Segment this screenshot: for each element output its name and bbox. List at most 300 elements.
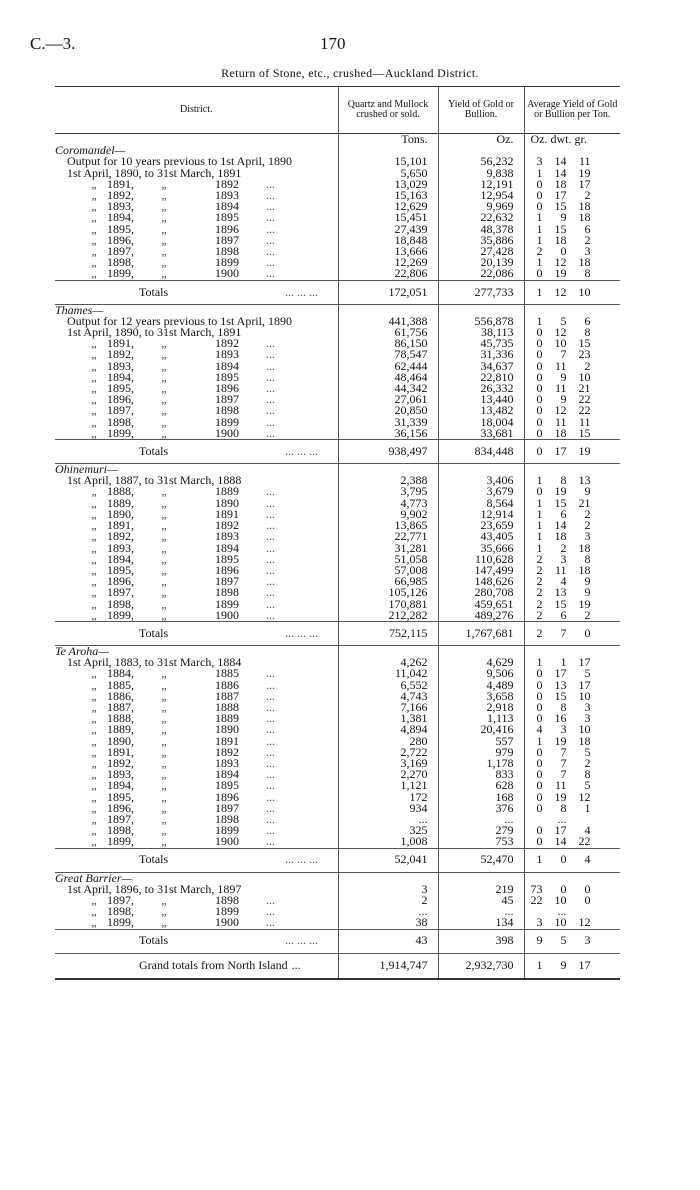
year-to: 1887 bbox=[215, 688, 239, 703]
totals-row bbox=[55, 929, 620, 953]
average-part: 5 bbox=[560, 933, 567, 948]
average-part: 14 bbox=[554, 518, 567, 533]
leader-dots: ... bbox=[266, 789, 275, 804]
quartz-cell: 15,163 bbox=[338, 190, 438, 201]
quartz-cell: 18,848 bbox=[338, 235, 438, 246]
year-to: 1892 bbox=[215, 744, 239, 759]
average-part: 15 bbox=[554, 221, 567, 236]
leader-dots: ... bbox=[266, 529, 275, 544]
yield-cell: 20,416 bbox=[438, 724, 524, 735]
ditto-mark: „ bbox=[161, 892, 167, 907]
average-part: 0 bbox=[536, 484, 543, 499]
year-to: 1897 bbox=[215, 800, 239, 815]
ditto-mark: „ bbox=[161, 414, 167, 429]
leader-dots: ... bbox=[266, 585, 275, 600]
average-part: 18 bbox=[578, 199, 591, 214]
yield-cell: 38,113 bbox=[438, 327, 524, 338]
year-row bbox=[55, 498, 620, 509]
average-part: 2 bbox=[536, 625, 543, 640]
ditto-mark: „ bbox=[161, 585, 167, 600]
average-part: 8 bbox=[584, 325, 591, 340]
average-part: 0 bbox=[560, 852, 567, 867]
totals-row bbox=[55, 280, 620, 304]
year-to: 1894 bbox=[215, 767, 239, 782]
quartz-cell: 3,169 bbox=[338, 758, 438, 769]
year-row bbox=[55, 520, 620, 531]
year-to: 1900 bbox=[215, 425, 239, 440]
year-from: 1884, bbox=[107, 666, 134, 681]
leader-dots: ... bbox=[266, 518, 275, 533]
average-part: 6 bbox=[560, 607, 567, 622]
average-part: 15 bbox=[578, 336, 591, 351]
year-to: 1895 bbox=[215, 369, 239, 384]
average-part: 9 bbox=[560, 210, 567, 225]
average-part: 2 bbox=[536, 562, 543, 577]
quartz-cell: 6,552 bbox=[338, 680, 438, 691]
year-from: 1891, bbox=[107, 518, 134, 533]
table-body bbox=[55, 134, 620, 979]
quartz-cell: 15,101 bbox=[338, 156, 438, 167]
grand-totals-row bbox=[55, 953, 620, 979]
year-label bbox=[55, 800, 338, 815]
year-row bbox=[55, 917, 620, 929]
year-to: 1898 bbox=[215, 892, 239, 907]
ditto-mark: „ bbox=[91, 221, 97, 236]
quartz-cell: 4,743 bbox=[338, 691, 438, 702]
yield-cell: ... bbox=[438, 814, 524, 825]
year-row bbox=[55, 680, 620, 691]
ditto-mark: „ bbox=[91, 495, 97, 510]
average-part: 9 bbox=[536, 933, 543, 948]
average-part: 17 bbox=[578, 655, 591, 670]
ditto-mark: „ bbox=[91, 199, 97, 214]
year-row bbox=[55, 758, 620, 769]
average-part: 0 bbox=[536, 699, 543, 714]
year-label bbox=[55, 836, 338, 848]
average-part: 1 bbox=[536, 473, 543, 488]
average-part: ... bbox=[557, 904, 567, 919]
year-from: 1894, bbox=[107, 551, 134, 566]
units-row bbox=[55, 134, 620, 146]
average-part: 0 bbox=[536, 358, 543, 373]
quartz-cell: 57,008 bbox=[338, 565, 438, 576]
year-to: 1900 bbox=[215, 266, 239, 281]
ditto-mark: „ bbox=[161, 255, 167, 270]
average-part: 5 bbox=[584, 744, 591, 759]
average-part: 2 bbox=[584, 607, 591, 622]
year-to: 1894 bbox=[215, 540, 239, 555]
leader-dots: ... bbox=[266, 176, 275, 191]
ditto-mark: „ bbox=[161, 755, 167, 770]
year-to: 1899 bbox=[215, 904, 239, 919]
year-from: 1889, bbox=[107, 495, 134, 510]
year-to: 1893 bbox=[215, 529, 239, 544]
quartz-cell: 22,806 bbox=[338, 268, 438, 280]
period-label: Output for 12 years previous to 1st April, 1890 bbox=[67, 313, 292, 328]
year-from: 1895, bbox=[107, 221, 134, 236]
ditto-mark: „ bbox=[91, 392, 97, 407]
ditto-mark: „ bbox=[161, 244, 167, 259]
average-part: 12 bbox=[554, 255, 567, 270]
year-from: 1898, bbox=[107, 596, 134, 611]
year-to: 1899 bbox=[215, 255, 239, 270]
year-to: 1885 bbox=[215, 666, 239, 681]
leader-dots: ... bbox=[291, 957, 301, 972]
ditto-mark: „ bbox=[91, 800, 97, 815]
leader-dots: ... bbox=[266, 834, 275, 849]
year-row bbox=[55, 736, 620, 747]
period-label: 1st April, 1883, to 31st March, 1884 bbox=[67, 655, 242, 670]
year-row bbox=[55, 599, 620, 610]
quartz-cell: 13,865 bbox=[338, 520, 438, 531]
average-cell bbox=[524, 953, 620, 979]
year-label bbox=[55, 825, 338, 836]
average-part: 9 bbox=[560, 392, 567, 407]
average-part: 18 bbox=[554, 176, 567, 191]
average-part: 9 bbox=[560, 957, 567, 972]
quartz-cell: 22,771 bbox=[338, 531, 438, 542]
leader-dots: ... bbox=[266, 574, 275, 589]
leader-dots: ... bbox=[266, 800, 275, 815]
leader-dots: ... ... ... bbox=[285, 852, 319, 867]
average-cell bbox=[524, 929, 620, 953]
ditto-mark: „ bbox=[91, 484, 97, 499]
leader-dots: ... bbox=[266, 266, 275, 281]
average-cell bbox=[524, 836, 620, 848]
yield-cell: 27,428 bbox=[438, 246, 524, 257]
year-to: 1892 bbox=[215, 518, 239, 533]
average-part: 17 bbox=[578, 176, 591, 191]
quartz-cell: 1,121 bbox=[338, 780, 438, 791]
yield-cell: 219 bbox=[438, 884, 524, 895]
year-label bbox=[55, 906, 338, 917]
year-from: 1892, bbox=[107, 755, 134, 770]
ditto-mark: „ bbox=[91, 904, 97, 919]
year-label bbox=[55, 338, 338, 349]
ditto-mark: „ bbox=[91, 711, 97, 726]
year-label bbox=[55, 677, 338, 692]
year-label bbox=[55, 562, 338, 577]
col-yield: Yield of Gold or Bullion. bbox=[438, 87, 524, 134]
year-to: 1892 bbox=[215, 176, 239, 191]
average-part: 18 bbox=[578, 733, 591, 748]
quartz-cell: 31,339 bbox=[338, 417, 438, 428]
quartz-cell: 172 bbox=[338, 792, 438, 803]
ditto-mark: „ bbox=[161, 369, 167, 384]
average-part: 22 bbox=[578, 403, 591, 418]
leader-dots: ... bbox=[266, 336, 275, 351]
average-part: 17 bbox=[578, 957, 591, 972]
yield-cell: 8,564 bbox=[438, 498, 524, 509]
year-to: 1893 bbox=[215, 347, 239, 362]
average-part: 0 bbox=[536, 347, 543, 362]
average-part: 15 bbox=[554, 688, 567, 703]
period-row bbox=[55, 657, 620, 668]
average-part: 10 bbox=[554, 892, 567, 907]
ditto-mark: „ bbox=[91, 403, 97, 418]
year-row bbox=[55, 394, 620, 405]
leader-dots: ... bbox=[266, 425, 275, 440]
header-row bbox=[55, 87, 620, 134]
yield-total: 1,767,681 bbox=[438, 621, 524, 645]
average-part: 2 bbox=[584, 518, 591, 533]
year-from: 1895, bbox=[107, 381, 134, 396]
average-part: 0 bbox=[536, 369, 543, 384]
leader-dots: ... bbox=[266, 711, 275, 726]
average-part: 22 bbox=[578, 392, 591, 407]
year-row bbox=[55, 383, 620, 394]
year-from: 1886, bbox=[107, 688, 134, 703]
yield-total: 398 bbox=[438, 929, 524, 953]
leader-dots: ... bbox=[266, 232, 275, 247]
yield-cell: 2,918 bbox=[438, 702, 524, 713]
grand-label bbox=[55, 953, 338, 979]
average-part: 0 bbox=[536, 325, 543, 340]
quartz-cell: 2,388 bbox=[338, 475, 438, 486]
ditto-mark: „ bbox=[91, 210, 97, 225]
quartz-cell: 44,342 bbox=[338, 383, 438, 394]
year-to: 1893 bbox=[215, 755, 239, 770]
leader-dots: ... ... ... bbox=[285, 443, 319, 458]
average-cell bbox=[524, 280, 620, 304]
yield-cell: ... bbox=[438, 906, 524, 917]
year-row bbox=[55, 361, 620, 372]
ditto-mark: „ bbox=[161, 823, 167, 838]
year-from: 1892, bbox=[107, 529, 134, 544]
period-row bbox=[55, 475, 620, 486]
average-part: 12 bbox=[554, 403, 567, 418]
average-part: 1 bbox=[536, 255, 543, 270]
year-to: 1889 bbox=[215, 711, 239, 726]
leader-dots: ... bbox=[266, 358, 275, 373]
ditto-mark: „ bbox=[161, 540, 167, 555]
average-part: 15 bbox=[578, 425, 591, 440]
quartz-cell: 5,650 bbox=[338, 168, 438, 179]
year-row bbox=[55, 691, 620, 702]
ditto-mark: „ bbox=[161, 199, 167, 214]
average-part: 0 bbox=[584, 881, 591, 896]
year-to: 1897 bbox=[215, 232, 239, 247]
average-part: 19 bbox=[554, 733, 567, 748]
year-from: 1892, bbox=[107, 188, 134, 203]
average-part: 4 bbox=[536, 722, 543, 737]
year-from: 1895, bbox=[107, 789, 134, 804]
ditto-mark: „ bbox=[161, 495, 167, 510]
year-label bbox=[55, 383, 338, 394]
average-part: 10 bbox=[578, 722, 591, 737]
average-part: 1 bbox=[536, 284, 543, 299]
average-part: 4 bbox=[584, 823, 591, 838]
average-part: 10 bbox=[554, 915, 567, 930]
average-part: 19 bbox=[578, 596, 591, 611]
year-label bbox=[55, 176, 338, 191]
average-part: 1 bbox=[536, 495, 543, 510]
year-row bbox=[55, 576, 620, 587]
average-part: 0 bbox=[536, 778, 543, 793]
yield-cell: 35,886 bbox=[438, 235, 524, 246]
average-part: 2 bbox=[584, 755, 591, 770]
average-part: 1 bbox=[536, 313, 543, 328]
quartz-cell: 280 bbox=[338, 736, 438, 747]
year-from: 1898, bbox=[107, 904, 134, 919]
year-to: 1890 bbox=[215, 495, 239, 510]
ditto-mark: „ bbox=[91, 811, 97, 826]
quartz-total: 43 bbox=[338, 929, 438, 953]
average-part: 0 bbox=[584, 625, 591, 640]
quartz-cell: 105,126 bbox=[338, 587, 438, 598]
average-part: 2 bbox=[536, 551, 543, 566]
yield-cell: 31,336 bbox=[438, 349, 524, 360]
average-part: 18 bbox=[578, 210, 591, 225]
leader-dots: ... bbox=[266, 778, 275, 793]
year-to: 1898 bbox=[215, 244, 239, 259]
quartz-cell: 13,029 bbox=[338, 179, 438, 190]
year-to: 1897 bbox=[215, 574, 239, 589]
year-row bbox=[55, 803, 620, 814]
year-from: 1893, bbox=[107, 540, 134, 555]
year-label bbox=[55, 744, 338, 759]
average-part: 15 bbox=[554, 199, 567, 214]
leader-dots: ... bbox=[266, 255, 275, 270]
average-part: 2 bbox=[536, 585, 543, 600]
yield-total: 834,448 bbox=[438, 440, 524, 464]
leader-dots: ... bbox=[266, 347, 275, 362]
ditto-mark: „ bbox=[91, 596, 97, 611]
ditto-mark: „ bbox=[91, 266, 97, 281]
average-part: 0 bbox=[536, 381, 543, 396]
average-part: 15 bbox=[554, 495, 567, 510]
average-part: 4 bbox=[560, 574, 567, 589]
ditto-mark: „ bbox=[161, 562, 167, 577]
year-label bbox=[55, 212, 338, 223]
year-from: 1899, bbox=[107, 915, 134, 930]
ditto-mark: „ bbox=[91, 778, 97, 793]
year-label bbox=[55, 425, 338, 440]
year-label bbox=[55, 257, 338, 268]
quartz-cell: 2,722 bbox=[338, 747, 438, 758]
year-label bbox=[55, 506, 338, 521]
average-part: 5 bbox=[584, 666, 591, 681]
average-part: 0 bbox=[536, 767, 543, 782]
leader-dots: ... bbox=[266, 767, 275, 782]
year-row bbox=[55, 212, 620, 223]
average-part: 14 bbox=[554, 165, 567, 180]
yield-cell: 489,276 bbox=[438, 610, 524, 622]
ditto-mark: „ bbox=[161, 358, 167, 373]
quartz-cell: 61,756 bbox=[338, 327, 438, 338]
average-part: 7 bbox=[560, 755, 567, 770]
ditto-mark: „ bbox=[91, 369, 97, 384]
yield-cell: 9,969 bbox=[438, 201, 524, 212]
quartz-cell: ... bbox=[338, 906, 438, 917]
quartz-cell: 15,451 bbox=[338, 212, 438, 223]
year-label bbox=[55, 232, 338, 247]
ditto-mark: „ bbox=[161, 484, 167, 499]
average-part: 11 bbox=[554, 562, 567, 577]
year-label bbox=[55, 394, 338, 405]
year-to: 1896 bbox=[215, 221, 239, 236]
average-cell bbox=[524, 425, 620, 440]
yield-cell: 280,708 bbox=[438, 587, 524, 598]
year-row bbox=[55, 179, 620, 190]
yield-cell: 1,178 bbox=[438, 758, 524, 769]
section-name: Thames— bbox=[55, 302, 104, 317]
yield-cell: 459,651 bbox=[438, 599, 524, 610]
totals-label bbox=[55, 621, 338, 645]
year-label bbox=[55, 486, 338, 497]
year-from: 1896, bbox=[107, 232, 134, 247]
totals-row bbox=[55, 848, 620, 872]
year-to: 1895 bbox=[215, 210, 239, 225]
average-part: 12 bbox=[554, 284, 567, 299]
yield-cell: 35,666 bbox=[438, 543, 524, 554]
year-label bbox=[55, 699, 338, 714]
average-part: 2 bbox=[584, 358, 591, 373]
yield-cell: 26,332 bbox=[438, 383, 524, 394]
average-part: 1 bbox=[584, 800, 591, 815]
totals-label bbox=[55, 848, 338, 872]
ditto-mark: „ bbox=[161, 607, 167, 622]
year-from: 1893, bbox=[107, 767, 134, 782]
average-cell bbox=[524, 917, 620, 929]
units-quartz: Tons. bbox=[338, 134, 438, 146]
average-part: 3 bbox=[584, 529, 591, 544]
average-cell bbox=[524, 440, 620, 464]
year-row bbox=[55, 587, 620, 598]
year-to: 1894 bbox=[215, 199, 239, 214]
year-to: 1899 bbox=[215, 414, 239, 429]
average-part: 1 bbox=[536, 852, 543, 867]
year-from: 1889, bbox=[107, 722, 134, 737]
totals-text: Totals bbox=[139, 284, 169, 299]
year-label bbox=[55, 520, 338, 531]
yield-cell: 4,629 bbox=[438, 657, 524, 668]
leader-dots: ... bbox=[266, 562, 275, 577]
ditto-mark: „ bbox=[161, 904, 167, 919]
average-part: 14 bbox=[554, 834, 567, 849]
yield-cell: 22,810 bbox=[438, 372, 524, 383]
yield-cell: 22,086 bbox=[438, 268, 524, 280]
year-row bbox=[55, 792, 620, 803]
quartz-cell: 212,282 bbox=[338, 610, 438, 622]
quartz-cell: 62,444 bbox=[338, 361, 438, 372]
period-row bbox=[55, 168, 620, 179]
document-code: C.—3. bbox=[30, 34, 76, 53]
average-part: 0 bbox=[536, 800, 543, 815]
year-from: 1897, bbox=[107, 892, 134, 907]
yield-cell: 628 bbox=[438, 780, 524, 791]
year-label bbox=[55, 531, 338, 542]
average-part: 10 bbox=[554, 336, 567, 351]
year-row bbox=[55, 246, 620, 257]
year-row bbox=[55, 257, 620, 268]
year-to: 1892 bbox=[215, 336, 239, 351]
year-label bbox=[55, 892, 338, 907]
quartz-total: 752,115 bbox=[338, 621, 438, 645]
totals-label bbox=[55, 440, 338, 464]
quartz-total: 52,041 bbox=[338, 848, 438, 872]
average-part: 8 bbox=[560, 800, 567, 815]
average-part: 7 bbox=[560, 767, 567, 782]
year-row bbox=[55, 268, 620, 280]
section-name: Ohinemuri— bbox=[55, 462, 118, 477]
yield-cell: 557 bbox=[438, 736, 524, 747]
col-average: Average Yield of Gold or Bullion per Ton. bbox=[524, 87, 620, 134]
quartz-cell: 3 bbox=[338, 884, 438, 895]
average-part: 13 bbox=[578, 473, 591, 488]
yield-cell: 23,659 bbox=[438, 520, 524, 531]
year-label bbox=[55, 246, 338, 257]
